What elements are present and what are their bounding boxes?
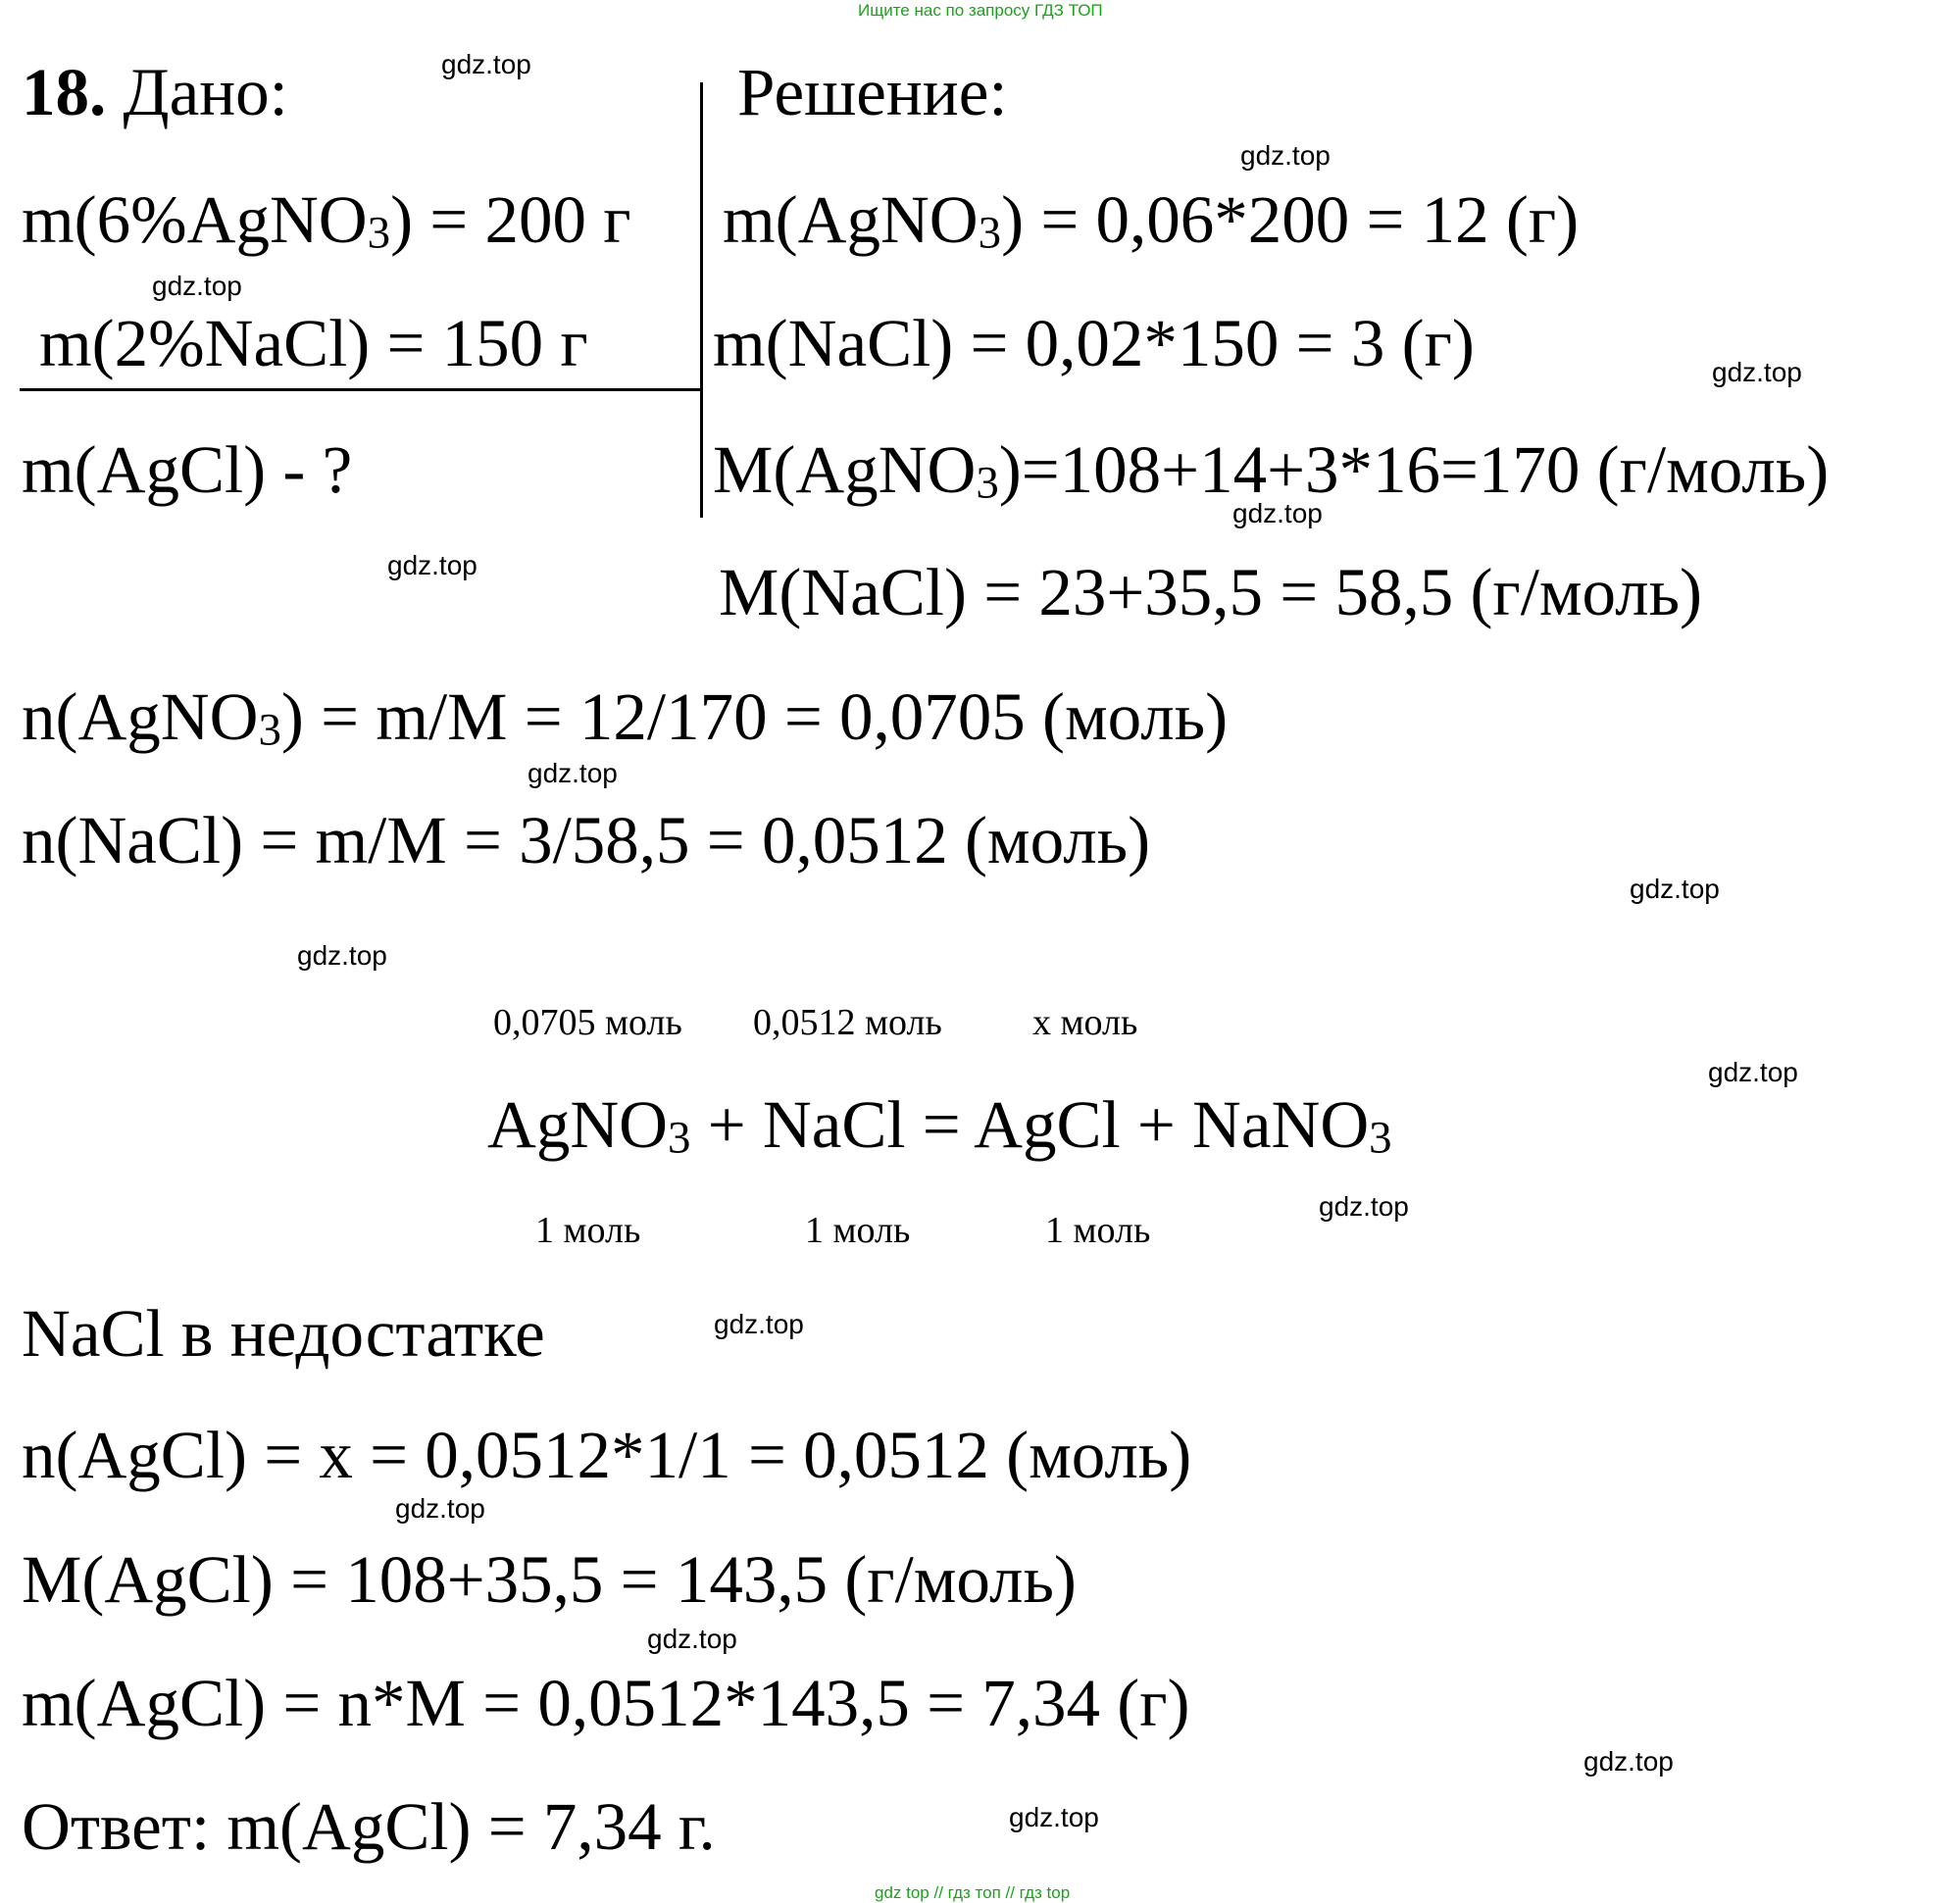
problem-number: 18. [22, 55, 107, 129]
m-agcl: m(AgCl) = n*M = 0,0512*143,5 = 7,34 (г) [22, 1666, 1190, 1740]
given-label: Дано: [123, 55, 288, 129]
watermark: gdz.top [441, 49, 531, 79]
given-solution-divider [700, 82, 703, 518]
watermark: gdz.top [297, 940, 387, 971]
header-note: Ищите нас по запросу ГДЗ ТОП [858, 1, 1103, 20]
find-mass-agcl: m(AgCl) - ? [22, 432, 353, 507]
watermark: gdz.top [1708, 1057, 1798, 1087]
solution-n-agno3: n(AgNO$_3$) = m/M = 12/170 = 0,0705 (моль) [22, 679, 1229, 756]
nacl-deficit: NaCl в недостатке [22, 1296, 545, 1371]
given-underline [20, 388, 702, 391]
reaction-above-agcl: x моль [1032, 1002, 1138, 1043]
solution-molar-nacl: M(NaCl) = 23+35,5 = 58,5 (г/моль) [719, 555, 1703, 629]
watermark: gdz.top [1009, 1802, 1099, 1832]
watermark: gdz.top [1583, 1746, 1674, 1777]
n-agcl: n(AgCl) = x = 0,0512*1/1 = 0,0512 (моль) [22, 1418, 1192, 1492]
watermark: gdz.top [387, 550, 477, 580]
solution-n-nacl: n(NaCl) = m/M = 3/58,5 = 0,0512 (моль) [22, 803, 1151, 877]
watermark: gdz.top [1630, 874, 1720, 904]
given-mass-nacl: m(2%NaCl) = 150 г [39, 306, 588, 380]
reaction-below-agcl: 1 моль [1045, 1210, 1151, 1251]
watermark: gdz.top [152, 271, 242, 301]
watermark: gdz.top [1712, 357, 1802, 387]
reaction-below-nacl: 1 моль [805, 1210, 911, 1251]
watermark: gdz.top [1232, 498, 1323, 528]
molar-agcl: M(AgCl) = 108+35,5 = 143,5 (г/моль) [22, 1542, 1077, 1617]
watermark: gdz.top [395, 1493, 485, 1524]
solution-molar-agno3: M(AgNO$_3$)=108+14+3*16=170 (г/моль) [713, 432, 1830, 509]
watermark: gdz.top [1319, 1191, 1409, 1222]
solution-label: Решение: [737, 55, 1008, 129]
watermark: gdz.top [714, 1309, 804, 1339]
reaction-above-agno3: 0,0705 моль [493, 1002, 682, 1043]
watermark: gdz.top [647, 1624, 737, 1654]
footer-note: gdz top // гдз топ // гдз top [875, 1883, 1071, 1902]
reaction-below-agno3: 1 моль [535, 1210, 641, 1251]
answer: Ответ: m(AgCl) = 7,34 г. [22, 1789, 716, 1864]
watermark: gdz.top [1240, 140, 1331, 171]
reaction-above-nacl: 0,0512 моль [753, 1002, 942, 1043]
watermark: gdz.top [528, 758, 618, 788]
given-mass-agno3: m(6%AgNO$_3$) = 200 г [22, 182, 631, 259]
problem-heading [22, 55, 288, 129]
solution-m-agno3: m(AgNO$_3$) = 0,06*200 = 12 (г) [723, 182, 1580, 259]
solution-m-nacl: m(NaCl) = 0,02*150 = 3 (г) [713, 306, 1475, 380]
reaction-equation: AgNO$_3$ + NaCl = AgCl + NaNO$_3$ [487, 1087, 1392, 1164]
